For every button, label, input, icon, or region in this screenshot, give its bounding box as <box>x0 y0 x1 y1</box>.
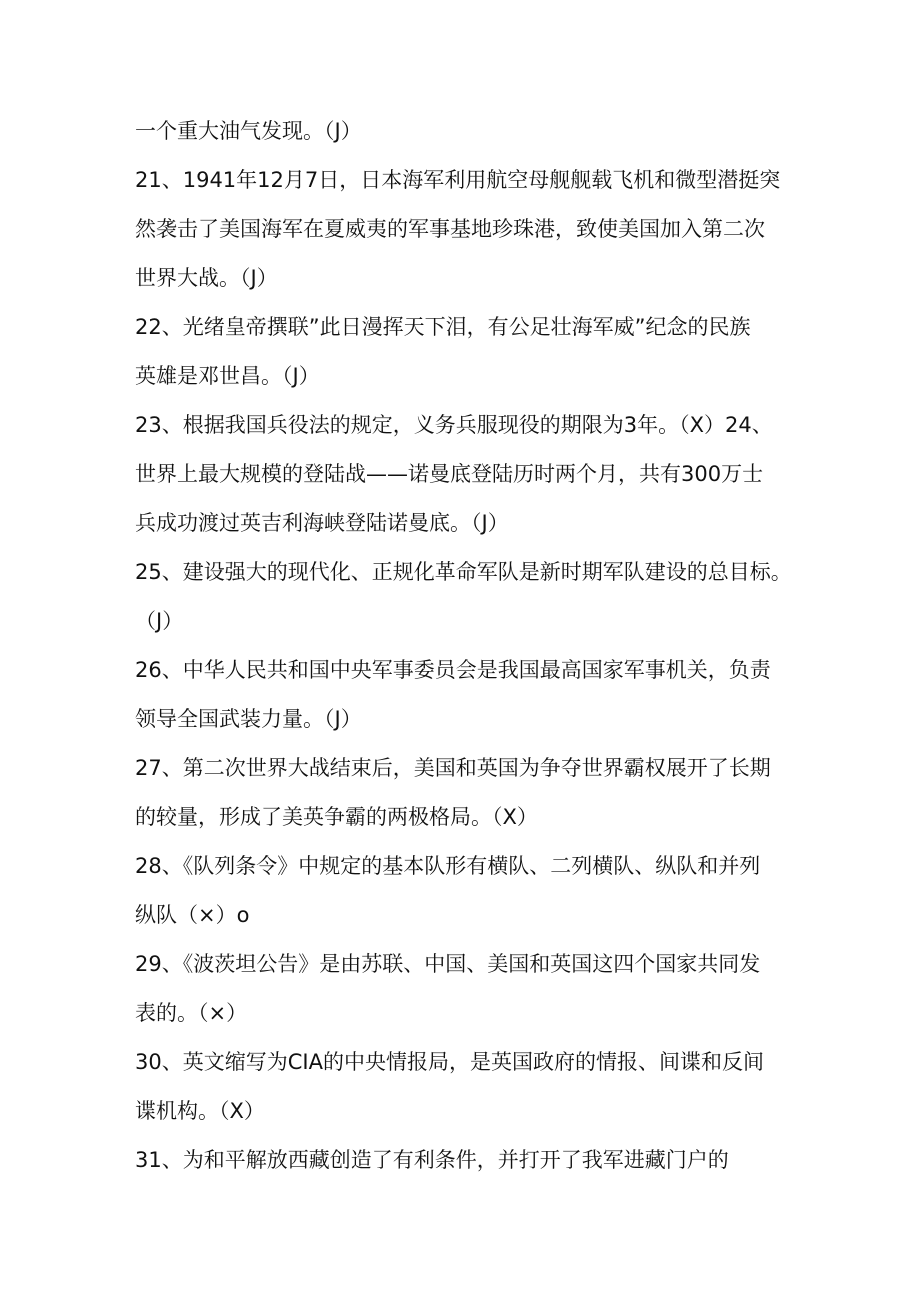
text-line: 30、英文缩写为CIA的中央情报局，是英国政府的情报、间谍和反间 <box>135 1050 764 1074</box>
text-line: 兵成功渡过英吉利海峡登陆诺曼底。（J） <box>135 511 509 535</box>
text-line: （J） <box>135 609 184 633</box>
text-line: 谍机构。（X） <box>135 1099 265 1123</box>
text-line: 纵队（×）o <box>135 903 250 927</box>
text-line: 世界上最大规模的登陆战——诺曼底登陆历时两个月，共有300万士 <box>135 462 764 486</box>
text-line: 28、《队列条令》中规定的基本队形有横队、二列横队、纵队和并列 <box>135 854 761 878</box>
text-line: 22、光绪皇帝撰联”此日漫挥天下泪，有公足壮海军威”纪念的民族 <box>135 315 751 339</box>
text-line: 21、1941年12月7日，日本海军利用航空母舰舰载飞机和微型潜挺突 <box>135 168 781 192</box>
text-line: 31、为和平解放西藏创造了有利条件，并打开了我军进藏门户的 <box>135 1148 729 1172</box>
text-line: 领导全国武装力量。（J） <box>135 707 362 731</box>
text-line: 26、中华人民共和国中央军事委员会是我国最高国家军事机关，负责 <box>135 658 771 682</box>
text-line: 27、第二次世界大战结束后，美国和英国为争夺世界霸权展开了长期 <box>135 756 771 780</box>
text-line: 然袭击了美国海军在夏威夷的军事基地珍珠港，致使美国加入第二次 <box>135 217 765 241</box>
text-line: 英雄是邓世昌。（J） <box>135 364 320 388</box>
document-body <box>135 107 795 1185</box>
text-line: 的较量，形成了美英争霸的两极格局。（X） <box>135 805 538 829</box>
text-line: 23、根据我国兵役法的规定，义务兵服现役的期限为3年。（X）24、 <box>135 413 773 437</box>
text-line: 一个重大油气发现。（J） <box>135 119 362 143</box>
text-line: 25、建设强大的现代化、正规化革命军队是新时期军队建设的总目标。 <box>135 560 792 584</box>
text-line: 世界大战。（J） <box>135 266 278 290</box>
text-line: 29、《波茨坦公告》是由苏联、中国、美国和英国这四个国家共同发 <box>135 952 761 976</box>
text-line: 表的。（×） <box>135 1001 248 1025</box>
